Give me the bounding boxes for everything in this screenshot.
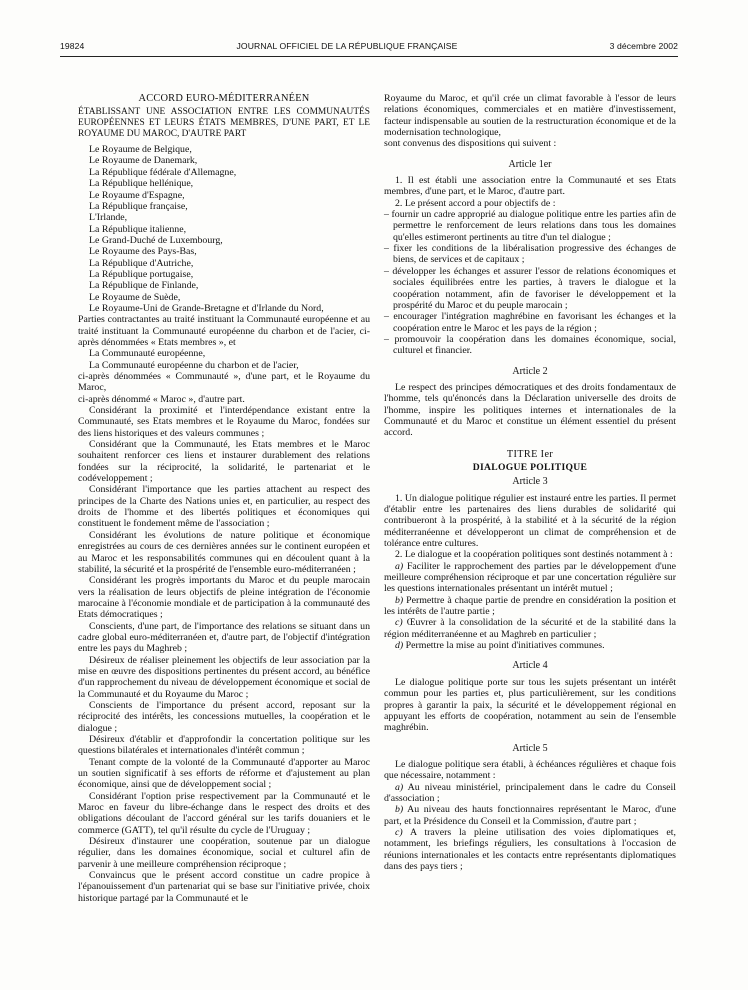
recital: Considérant l'option prise respectivement par la Communauté et le Maroc en faveur du libre-échange dans le respect des droits et des obligations découlant de l'accord général sur les tarifs douaniers et le commerce (GATT), tel qu'il résulte du cycle de l'Uruguay ; bbox=[78, 790, 370, 836]
article-4-heading: Article 4 bbox=[512, 660, 548, 672]
maroc-paragraph: ci-après dénommé « Maroc », d'autre part. bbox=[78, 393, 245, 405]
objective-item: – promouvoir la coopération dans les domaines économique, social, culturel et financier. bbox=[384, 333, 676, 357]
recital-continuation: Royaume du Maroc, et qu'il crée un climat favorable à l'essor de leurs relations économiques, commerciales et en matière d'investissement, facteur indispensable au soutien de la restructuration économique et de la modernisation technologique, bbox=[384, 93, 676, 139]
article-5-item-b: b) Au niveau des hauts fonctionnaires représentant le Maroc, d'une part, et la Présidence du Conseil et la Commission, d'autre part ; bbox=[384, 804, 676, 827]
document-title: ACCORD EURO-MÉDITERRANÉEN bbox=[138, 93, 310, 104]
party-item: La République de Finlande, bbox=[89, 280, 199, 292]
party-item: Le Royaume de Danemark, bbox=[89, 155, 198, 167]
recital: Considérant la proximité et l'interdépendance existant entre la Communauté, ses Etats membres et le Royaume du Maroc, fondées sur des liens historiques et des valeurs communes ; bbox=[78, 405, 370, 439]
party-item: L'Irlande, bbox=[89, 212, 128, 224]
communaute-paragraph: ci-après dénommées « Communauté », d'une part, et le Royaume du Maroc, bbox=[78, 371, 370, 394]
article-3-item-c: c) Œuvrer à la consolidation de la sécurité et de la stabilité dans la région méditerranéenne et au Maghreb en particulier ; bbox=[384, 617, 676, 640]
party-ceca: La Communauté européenne du charbon et de l'acier, bbox=[89, 359, 299, 371]
recital: Tenant compte de la volonté de la Communauté d'apporter au Maroc un soutien significatif à ses efforts de réforme et d'ajustement au plan économique, ainsi que de développement social ; bbox=[78, 756, 370, 791]
article-1-para-1: 1. Il est établi une association entre la Communauté et ses Etats membres, d'une part, et le Maroc, d'autre part. bbox=[384, 175, 676, 198]
title-name: DIALOGUE POLITIQUE bbox=[472, 461, 588, 473]
recital: Convaincus que le présent accord constitue un cadre propice à l'épanouissement d'un partenariat qui se base sur l'initiative privée, choix historique partagé par la Communauté et le bbox=[78, 870, 370, 904]
article-2-heading: Article 2 bbox=[512, 365, 548, 377]
party-item: Le Royaume des Pays-Bas, bbox=[89, 246, 197, 258]
journal-title: JOURNAL OFFICIEL DE LA RÉPUBLIQUE FRANÇAISE bbox=[236, 41, 458, 51]
recital: Désireux de réaliser pleinement les objectifs de leur association par la mise en œuvre des dispositions pertinentes du présent accord, au bénéfice d'un rapprochement du niveau de développement économique et social de la Communauté et du Royaume du Maroc ; bbox=[78, 654, 370, 700]
article-1-para-2: 2. Le présent accord a pour objectifs de : bbox=[395, 197, 556, 209]
objective-item: – fournir un cadre approprié au dialogue politique entre les parties afin de permettre le renforcement de leurs relations dans tous les domaines qu'elles estimeront pertinents au titre d'un tel dialogue ; bbox=[384, 209, 676, 243]
party-item: La République française, bbox=[89, 200, 188, 212]
article-3-heading: Article 3 bbox=[512, 476, 548, 488]
recital: Considérant les progrès importants du Maroc et du peuple marocain vers la réalisation de leurs objectifs de pleine intégration de l'économie marocaine à l'économie mondiale et de participation à la communauté des Etats démocratiques ; bbox=[78, 575, 370, 621]
article-5-item-a: a) Au niveau ministériel, principalement dans le cadre du Conseil d'association ; bbox=[384, 781, 676, 804]
article-2-text: Le respect des principes démocratiques et des droits fondamentaux de l'homme, tels qu'énoncés dans la Déclaration universelle des droits de l'homme, inspire les politiques internes et internationales de la Communauté et du Maroc et constitue un élément essentiel du présent accord. bbox=[384, 381, 676, 439]
document-subtitle: ÉTABLISSANT UNE ASSOCIATION ENTRE LES COMMUNAUTÉS EUROPÉENNES ET LEURS ÉTATS MEMBRES, D'UNE PART, ET LE ROYAUME DU MAROC, D'AUTRE PART bbox=[78, 107, 370, 139]
page-header bbox=[60, 41, 678, 51]
header-rule bbox=[60, 56, 678, 57]
recital: Considérant que la Communauté, les Etats membres et le Maroc souhaitent renforcer ces liens et instaurer durablement des relations fondées sur la réciprocité, la solidarité, le partenariat et le codéveloppement ; bbox=[78, 439, 370, 485]
objective-item: – développer les échanges et assurer l'essor de relations économiques et sociales équilibrées entre les parties, à travers le dialogue et la coopération notamment, afin de favoriser le développement et la prospérité du Maroc et du peuple marocain ; bbox=[384, 265, 676, 311]
recital: Désireux d'instaurer une coopération, soutenue par un dialogue régulier, dans les domaines économique, social et culturel afin de parvenir à une meilleure compréhension réciproque ; bbox=[78, 836, 370, 870]
objective-item: – encourager l'intégration maghrébine en favorisant les échanges et la coopération entre le Maroc et les pays de la région ; bbox=[384, 311, 676, 334]
recital: Conscients de l'importance du présent accord, reposant sur la réciprocité des intérêts, les concessions mutuelles, la coopération et le dialogue ; bbox=[78, 699, 370, 734]
party-item: La République italienne, bbox=[89, 223, 187, 235]
agreement-clause: sont convenus des dispositions qui suivent : bbox=[384, 138, 557, 150]
party-item: La République d'Autriche, bbox=[89, 257, 194, 269]
article-3-item-d: d) Permettre la mise au point d'initiatives communes. bbox=[395, 640, 605, 652]
recital: Considérant les évolutions de nature politique et économique enregistrées au cours de ces dernières années sur le continent européen et au Maroc et les responsabilités communes qui en découlent quant à la stabilité, la sécurité et la prospérité de l'ensemble euro-méditerranéen ; bbox=[78, 529, 370, 575]
recital: Considérant l'importance que les parties attachent au respect des principes de la Charte des Nations unies et, en particulier, au respect des droits de l'homme et des libertés politiques et économiques qui constituent le fondement même de l'association ; bbox=[78, 484, 370, 530]
article-5-text: Le dialogue politique sera établi, à échéances régulières et chaque fois que nécessaire, notamment : bbox=[384, 758, 676, 782]
parties-list bbox=[78, 144, 370, 314]
party-item: Le Royaume d'Espagne, bbox=[89, 189, 185, 201]
page-number: 19824 bbox=[60, 41, 85, 51]
recital: Désireux d'établir et d'approfondir la concertation politique sur les questions bilatérales et internationales d'intérêt commun ; bbox=[78, 734, 370, 757]
right-column bbox=[384, 93, 676, 872]
article-5-item-c: c) A travers la pleine utilisation des voies diplomatiques et, notamment, les briefings réguliers, les consultations à l'occasion de réunions internationales et les contacts entre représentants diplomatiques dans des pays tiers ; bbox=[384, 826, 676, 872]
publication-date: 3 décembre 2002 bbox=[609, 41, 678, 51]
recital: Conscients, d'une part, de l'importance des relations se situant dans un cadre global euro-méditerranéen et, d'autre part, de l'objectif d'intégration entre les pays du Maghreb ; bbox=[78, 620, 370, 655]
party-item: Le Royaume-Uni de Grande-Bretagne et d'Irlande du Nord, bbox=[89, 302, 324, 314]
title-heading: TITRE Ier bbox=[506, 448, 554, 460]
article-4-text: Le dialogue politique porte sur tous les sujets présentant un intérêt commun pour les parties et, plus particulièrement, sur les conditions propres à garantir la paix, la sécurité et le développement régional en appuyant les efforts de coopération, notamment au sein de l'ensemble maghrébin. bbox=[384, 676, 676, 734]
article-3-item-b: b) Permettre à chaque partie de prendre en considération la position et les intérêts de l'autre partie ; bbox=[384, 594, 676, 618]
party-item: Le Royaume de Suède, bbox=[89, 291, 181, 303]
article-1-heading: Article 1er bbox=[508, 158, 552, 170]
party-item: La République fédérale d'Allemagne, bbox=[89, 166, 237, 178]
article-3-item-a: a) Faciliter le rapprochement des parties par le développement d'une meilleure compréhension réciproque et par une concertation régulière sur les questions internationales présentant un intérêt mutuel ; bbox=[384, 560, 676, 595]
party-ce: La Communauté européenne, bbox=[89, 348, 206, 360]
left-column bbox=[78, 93, 370, 904]
party-item: La République hellénique, bbox=[89, 178, 194, 190]
article-5-heading: Article 5 bbox=[512, 742, 548, 754]
article-3-para-1: 1. Un dialogue politique régulier est instauré entre les parties. Il permet d'établir entre les partenaires des liens durables de solidarité qui contribueront à la prospérité, à la stabilité et à la sécurité de la région méditerranéenne et développeront un climat de compréhension et de tolérance entre cultures. bbox=[384, 492, 676, 550]
article-3-para-2: 2. Le dialogue et la coopération politiques sont destinés notamment à : bbox=[395, 549, 673, 561]
parties-paragraph: Parties contractantes au traité instituant la Communauté européenne et au traité instituant la Communauté européenne du charbon et de l'acier, ci-après dénommées « Etats membres », et bbox=[78, 314, 370, 348]
party-item: Le Grand-Duché de Luxembourg, bbox=[89, 234, 223, 246]
objective-item: – fixer les conditions de la libéralisation progressive des échanges de biens, de services et de capitaux ; bbox=[384, 243, 676, 266]
party-item: La République portugaise, bbox=[89, 268, 194, 280]
party-item: Le Royaume de Belgique, bbox=[89, 144, 192, 156]
